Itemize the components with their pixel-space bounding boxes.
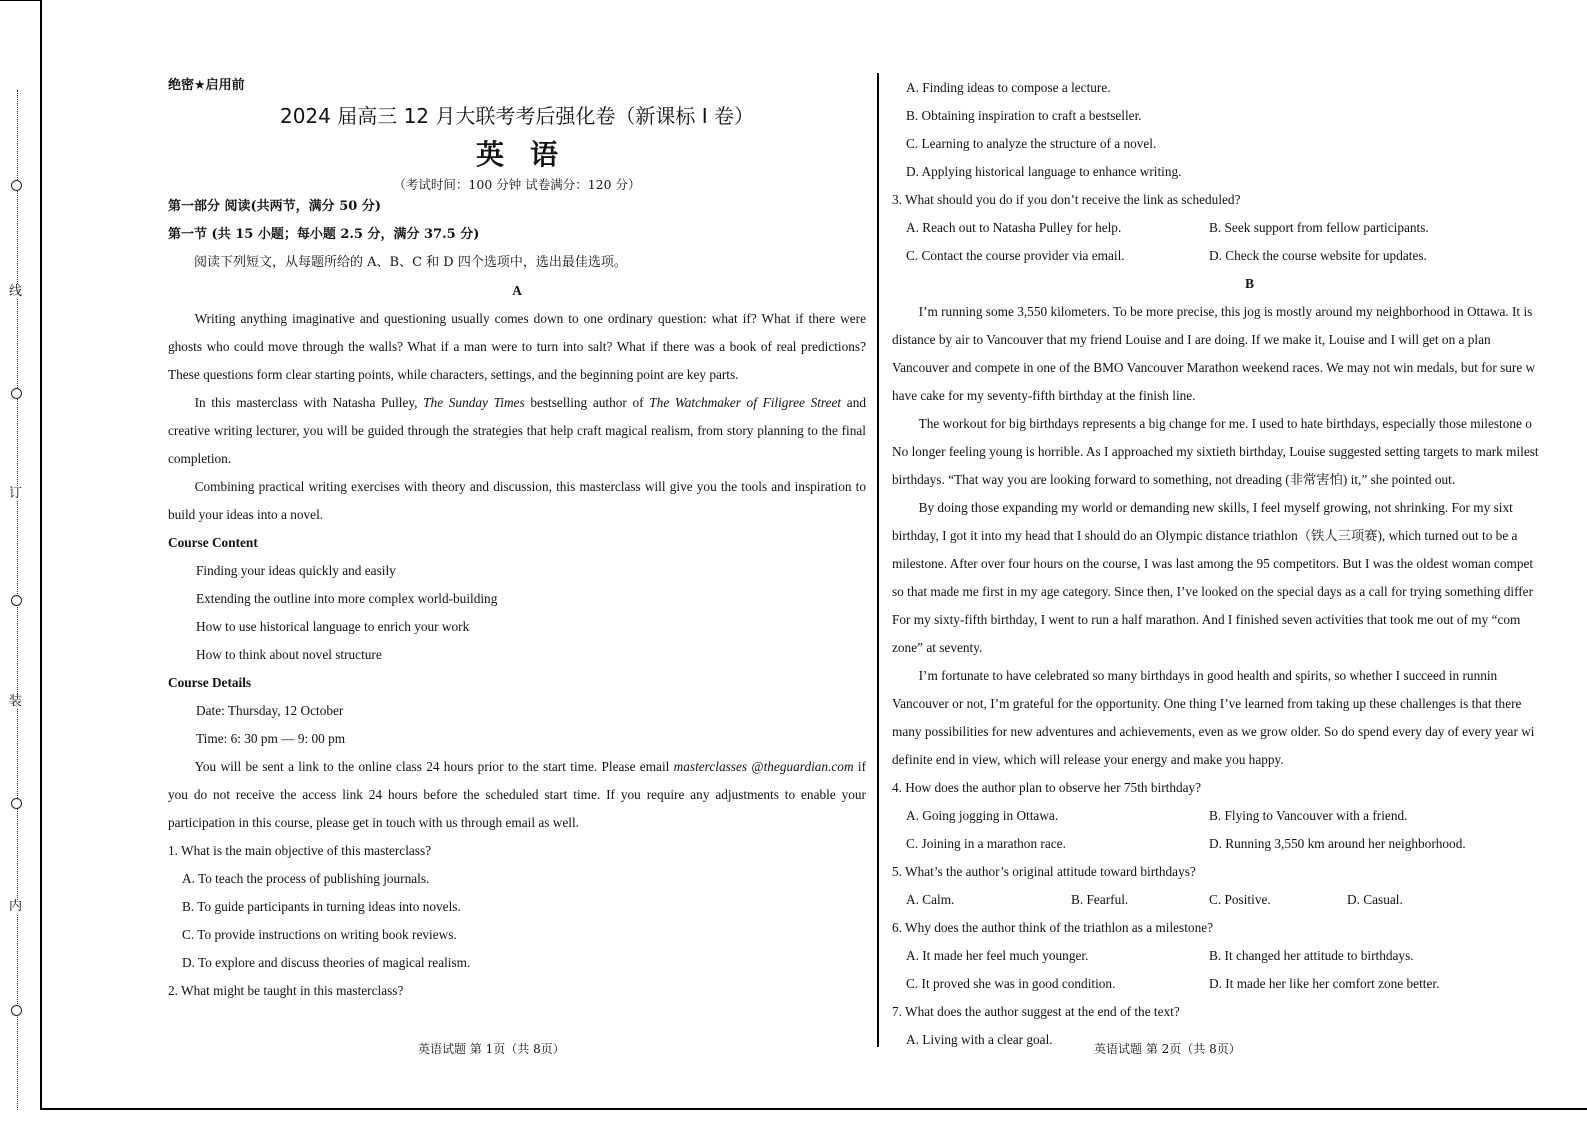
option: A. Reach out to Natasha Pulley for help. xyxy=(906,220,1122,235)
passage-b-line: milestone. After over four hours on the course, I was last among the 95 competitors. But I was the oldest woman compet xyxy=(892,556,1534,571)
option: A. To teach the process of publishing journals. xyxy=(182,871,430,886)
page-border-bottom xyxy=(40,1108,1587,1110)
text-span: In this masterclass with Natasha Pulley, xyxy=(194,395,424,410)
binding-circle xyxy=(11,1005,22,1016)
option: B. Obtaining inspiration to craft a bestseller. xyxy=(906,108,1142,123)
passage-b-line: birthdays. “That way you are looking forward to something, not dreading (非常害怕) it,” she pointed out. xyxy=(892,472,1456,487)
option: D. Running 3,550 km around her neighborhood. xyxy=(1209,836,1466,851)
binding-char-xian: 线 xyxy=(9,284,23,299)
book-title: The Watchmaker of Filigree Street xyxy=(649,395,842,410)
passage-a-paragraph xyxy=(168,753,866,837)
option: A. Going jogging in Ottawa. xyxy=(906,808,1059,823)
passage-b-line: many possibilities for new adventures and achievements, even as we grow older. So do spend every day of every year wi xyxy=(892,724,1535,739)
passage-b-line: zone” at seventy. xyxy=(892,640,983,655)
option: C. Learning to analyze the structure of a novel. xyxy=(906,136,1157,151)
passage-b-line: I’m fortunate to have celebrated so many birthdays in good health and spirits, so whether I succeed in runnin xyxy=(918,668,1498,683)
passage-b-line: distance by air to Vancouver that my friend Louise and I are doing. If we make it, Louise and I will get on a plan xyxy=(892,332,1491,347)
text-span: and creative writing lecturer, you will be guided through the strategies that help craft magical realism, from story planning to the final completion. xyxy=(168,395,867,466)
course-time: Time: 6: 30 pm — 9: 00 pm xyxy=(196,731,346,746)
text-span: if you do not receive the access link 24 hours before the scheduled start time. If you require any adjustments to enable your participation in this course, please get in touch with us through email as well. xyxy=(168,759,866,830)
question-6: 6. Why does the author think of the triathlon as a milestone? xyxy=(892,920,1214,935)
course-details-heading: Course Details xyxy=(168,675,252,690)
part-heading: 第一部分 阅读(共两节，满分 50 分) xyxy=(168,199,381,214)
option: B. Fearful. xyxy=(1071,892,1129,907)
option-row xyxy=(892,942,1587,970)
option: B. Seek support from fellow participants. xyxy=(1209,220,1429,235)
email-address: masterclasses @theguardian.com xyxy=(673,759,854,774)
option: D. Casual. xyxy=(1347,892,1403,907)
right-column xyxy=(892,74,1587,1054)
option: B. It changed her attitude to birthdays. xyxy=(1209,948,1414,963)
option: D. To explore and discuss theories of magical realism. xyxy=(182,955,471,970)
binding-circle xyxy=(11,595,22,606)
course-date: Date: Thursday, 12 October xyxy=(196,703,344,718)
option: C. It proved she was in good condition. xyxy=(906,976,1116,991)
passage-b-label: B xyxy=(1245,276,1254,291)
passage-b-line: No longer feeling young is horrible. As I approached my sixtieth birthday, Louise suggested setting targets to mark milest xyxy=(892,444,1539,459)
option-row xyxy=(892,830,1587,858)
option: D. Applying historical language to enhance writing. xyxy=(906,164,1182,179)
page-footer-left: 英语试题 第 1页（共 8页） xyxy=(418,1042,565,1056)
option: C. To provide instructions on writing book reviews. xyxy=(182,927,457,942)
option-row xyxy=(892,242,1587,270)
option: C. Contact the course provider via email. xyxy=(906,248,1125,263)
binding-circle xyxy=(11,388,22,399)
subject-title: 英语 xyxy=(475,138,584,171)
option: D. It made her like her comfort zone better. xyxy=(1209,976,1440,991)
text-span: You will be sent a link to the online class 24 hours prior to the start time. Please email xyxy=(194,759,674,774)
section-heading: 第一节 (共 15 小题；每小题 2.5 分，满分 37.5 分) xyxy=(168,227,480,242)
passage-b-line: definite end in view, which will release your energy and make you happy. xyxy=(892,752,1284,767)
passage-b-line: The workout for big birthdays represents a big change for me. I used to hate birthdays, especially those milestone o xyxy=(918,416,1532,431)
passage-b-line: birthday, I got it into my head that I should do an Olympic distance triathlon（铁人三项赛), which turned out to be a xyxy=(892,528,1518,543)
page-footer-right: 英语试题 第 2页（共 8页） xyxy=(1094,1042,1241,1056)
option: B. To guide participants in turning ideas into novels. xyxy=(182,899,461,914)
question-5: 5. What’s the author’s original attitude toward birthdays? xyxy=(892,864,1196,879)
exam-title: 2024 届高三 12 月大联考考后强化卷（新课标 I 卷） xyxy=(279,104,755,128)
passage-a-label: A xyxy=(512,283,522,298)
option-row xyxy=(892,214,1587,242)
option: A. It made her feel much younger. xyxy=(906,948,1089,963)
option: A. Calm. xyxy=(906,892,955,907)
text-span: bestselling author of xyxy=(524,395,650,410)
passage-a-paragraph: Combining practical writing exercises with theory and discussion, this masterclass will give you the tools and inspiration to build your ideas into a novel. xyxy=(168,479,866,522)
instructions: 阅读下列短文，从每题所给的 A、B、C 和 D 四个选项中，选出最佳选项。 xyxy=(194,255,627,270)
list-item: Extending the outline into more complex world-building xyxy=(196,591,498,606)
binding-char-nei: 内 xyxy=(9,899,23,914)
passage-b-line: Vancouver or not, I’m grateful for the opportunity. One thing I’ve learned from taking up these challenges is that there xyxy=(892,696,1522,711)
question-3: 3. What should you do if you don’t receive the link as scheduled? xyxy=(892,192,1241,207)
option-row xyxy=(892,970,1587,998)
passage-b-line: By doing those expanding my world or demanding new skills, I feel myself growing, not shrinking. For my sixt xyxy=(918,500,1513,515)
binding-char-ding: 订 xyxy=(9,486,23,501)
option: C. Joining in a marathon race. xyxy=(906,836,1066,851)
passage-b-line: I’m running some 3,550 kilometers. To be more precise, this jog is mostly around my neighborhood in Ottawa. It is xyxy=(918,304,1533,319)
column-divider xyxy=(877,73,879,1047)
question-7: 7. What does the author suggest at the end of the text? xyxy=(892,1004,1180,1019)
binding-char-zhuang: 装 xyxy=(9,694,23,709)
passage-b-line: so that made me first in my age category. Since then, I’ve looked on the special days as a call for trying something differ xyxy=(892,584,1534,599)
list-item: Finding your ideas quickly and easily xyxy=(196,563,396,578)
option: A. Finding ideas to compose a lecture. xyxy=(906,80,1111,95)
course-content-heading: Course Content xyxy=(168,535,258,550)
page-border-left xyxy=(40,0,42,1108)
exam-info: （考试时间：100 分钟 试卷满分：120 分） xyxy=(393,177,641,192)
option: A. Living with a clear goal. xyxy=(906,1032,1053,1047)
confidential-mark: 绝密★启用前 xyxy=(168,78,245,93)
question-4: 4. How does the author plan to observe her 75th birthday? xyxy=(892,780,1202,795)
option: C. Positive. xyxy=(1209,892,1271,907)
binding-circle xyxy=(11,180,22,191)
left-column xyxy=(168,73,866,1005)
option: D. Check the course website for updates. xyxy=(1209,248,1427,263)
publication-title: The Sunday Times xyxy=(423,395,525,410)
passage-b-line: Vancouver and compete in one of the BMO Vancouver Marathon weekend races. We may not win medals, but for sure w xyxy=(892,360,1536,375)
option-row xyxy=(892,802,1587,830)
passage-b-line: have cake for my seventy-fifth birthday at the finish line. xyxy=(892,388,1196,403)
question-1: 1. What is the main objective of this masterclass? xyxy=(168,843,432,858)
list-item: How to think about novel structure xyxy=(196,647,382,662)
option: B. Flying to Vancouver with a friend. xyxy=(1209,808,1408,823)
binding-circle xyxy=(11,798,22,809)
question-2: 2. What might be taught in this masterclass? xyxy=(168,983,404,998)
page-border-top xyxy=(0,0,40,1)
passage-b-line: For my sixty-fifth birthday, I went to run a half marathon. And I finished seven activities that took me out of my “com xyxy=(892,612,1521,627)
option-row xyxy=(892,886,1587,914)
passage-a-paragraph xyxy=(168,389,866,473)
binding-margin xyxy=(8,90,28,1110)
list-item: How to use historical language to enrich your work xyxy=(196,619,470,634)
passage-a-paragraph: Writing anything imaginative and questioning usually comes down to one ordinary question: what if? What if there were ghosts who could move through the walls? What if a man were to turn into salt? What if there was a book of real predictions? These questions form clear starting points, while characters, settings, and the beginning point are key parts. xyxy=(168,311,866,382)
